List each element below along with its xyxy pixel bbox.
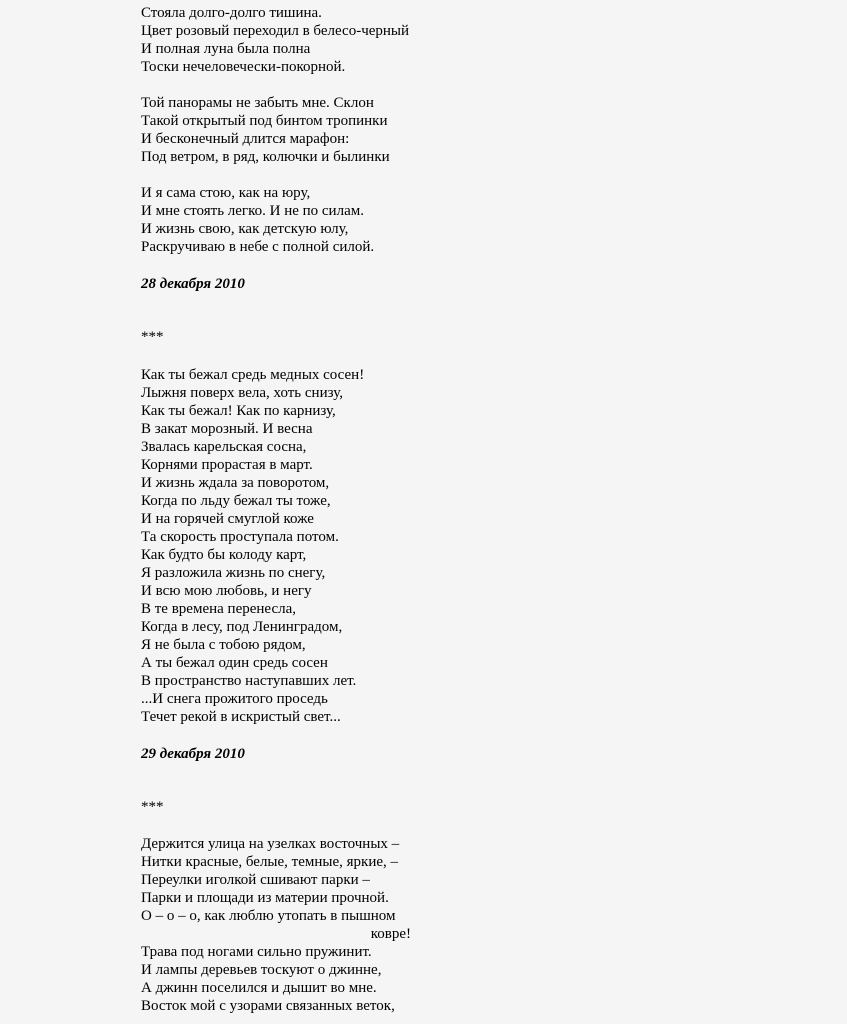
poem-line: Нитки красные, белые, темные, яркие, – — [141, 854, 398, 870]
poem-line: И полная луна была полна — [141, 41, 311, 57]
poem-line: Когда в лесу, под Ленинградом, — [141, 619, 343, 635]
poem-date: 29 декабря 2010 — [141, 746, 245, 762]
poem-line: Я разложила жизнь по снегу, — [141, 565, 326, 581]
poem-line: В те времена перенесла, — [141, 601, 296, 617]
poem-line: Той панорамы не забыть мне. Склон — [141, 95, 374, 111]
poem-line: О – о – о, как люблю утопать в пышном — [141, 908, 396, 924]
poem-line: Течет рекой в искристый свет... — [141, 709, 341, 725]
poem-line-continuation: ковре! — [370, 926, 411, 942]
stanza-2 — [141, 94, 390, 166]
separator: *** — [141, 799, 164, 815]
poem-line: ...И снега прожитого проседь — [141, 691, 328, 707]
poem-line: И всю мою любовь, и негу — [141, 583, 312, 599]
poem-line: Под ветром, в ряд, колючки и былинки — [141, 149, 390, 165]
poem-date: 28 декабря 2010 — [141, 276, 245, 292]
poem-2 — [141, 366, 364, 726]
poem-line: Парки и площади из материи прочной. — [141, 890, 389, 906]
poem-3 — [141, 835, 411, 1015]
poem-line: Держится улица на узелках восточных – — [141, 836, 400, 852]
poem-line: В закат морозный. И весна — [141, 421, 313, 437]
poem-line: Восток мой с узорами связанных веток, — [141, 998, 395, 1014]
poem-line: Та скорость проступала потом. — [141, 529, 339, 545]
poem-line: Такой открытый под бинтом тропинки — [141, 113, 388, 129]
separator-1 — [141, 328, 164, 346]
poem-line: А ты бежал один средь сосен — [141, 655, 328, 671]
poem-line: И я сама стою, как на юру, — [141, 185, 311, 201]
separator-2 — [141, 798, 164, 816]
poem-line: Тоски нечеловечески-покорной. — [141, 59, 346, 75]
poem-line: И жизнь свою, как детскую юлу, — [141, 221, 349, 237]
stanza-3 — [141, 184, 374, 256]
poem-line: Трава под ногами сильно пружинит. — [141, 944, 372, 960]
poem-line: В пространство наступавших лет. — [141, 673, 357, 689]
poem-line: Я не была с тобою рядом, — [141, 637, 306, 653]
poem-line: Когда по льду бежал ты тоже, — [141, 493, 331, 509]
poem-line: Как ты бежал средь медных сосен! — [141, 367, 365, 383]
poem-line: Как будто бы колоду карт, — [141, 547, 307, 563]
date-1 — [141, 275, 245, 293]
poem-line: Как ты бежал! Как по карнизу, — [141, 403, 336, 419]
poem-line: Лыжня поверх вела, хоть снизу, — [141, 385, 343, 401]
poem-line: И на горячей смуглой коже — [141, 511, 314, 527]
date-2 — [141, 745, 245, 763]
poem-line: Переулки иголкой сшивают парки – — [141, 872, 370, 888]
poem-line: Цвет розовый переходил в белесо-черный — [141, 23, 410, 39]
separator: *** — [141, 329, 164, 345]
poem-line: Раскручиваю в небе с полной силой. — [141, 239, 375, 255]
poem-line: Стояла долго-долго тишина. — [141, 5, 322, 21]
poem-line: И лампы деревьев тоскуют о джинне, — [141, 962, 382, 978]
poem-line: И бесконечный длится марафон: — [141, 131, 350, 147]
poem-line: Звалась карельская сосна, — [141, 439, 307, 455]
poem-line: Корнями прорастая в март. — [141, 457, 313, 473]
stanza-1 — [141, 4, 409, 76]
poem-line: И мне стоять легко. И не по силам. — [141, 203, 364, 219]
poem-line: И жизнь ждала за поворотом, — [141, 475, 330, 491]
poem-line: А джинн поселился и дышит во мне. — [141, 980, 377, 996]
